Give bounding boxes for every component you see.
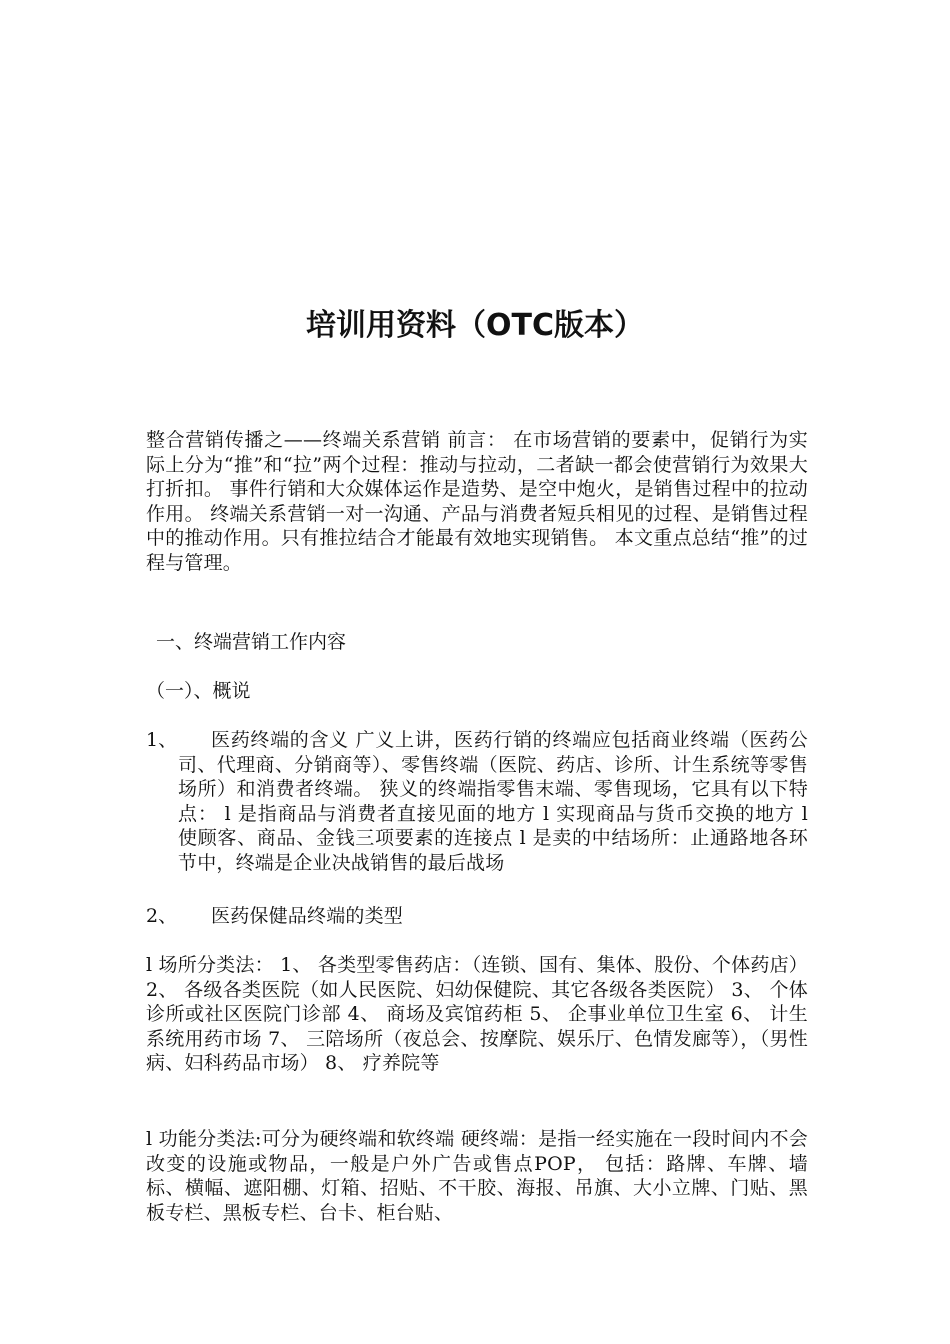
- classification-by-function: l 功能分类法:可分为硬终端和软终端 硬终端：是指一经实施在一段时间内不会改变的设施或物品，一般是户外广告或售点POP， 包括：路牌、车牌、墙标、横幅、遮阳棚、灯箱、招贴、不干胶、海报、吊旗、大小立牌、门贴、黑板专栏、黑板专栏、台卡、柜台贴、: [146, 1128, 808, 1224]
- item-1-number: 1、: [146, 729, 178, 751]
- intro-paragraph: 整合营销传播之——终端关系营销 前言： 在市场营销的要素中，促销行为实际上分为“推”和“拉”两个过程：推动与拉动，二者缺一都会使营销行为效果大打折扣。 事件行销和大众媒体运作是造势、是空中炮火，是销售过程中的拉动作用。 终端关系营销一对一沟通、产品与消费者短兵相见的过程、是销售过程中的推动作用。只有推拉结合才能最有效地实现销售。 本文重点总结“推”的过程与管理。: [146, 429, 808, 574]
- numbered-item-1: [146, 728, 808, 875]
- document-title: 培训用资料（OTC版本）: [306, 308, 644, 343]
- subsection-heading: （一）、概说: [146, 680, 251, 702]
- item-1-text: 医药终端的含义 广义上讲，医药行销的终端应包括商业终端（医药公司、代理商、分销商等）、零售终端（医院、药店、诊所、计生系统等零售场所）和消费者终端。 狭义的终端指零售末端、零售现场，它具有以下特点： l 是指商品与消费者直接见面的地方 l 实现商品与货币交换的地方 l 使顾客、商品、金钱三项要素的连接点 l 是卖的中结场所：止通路地各环节中，终端是企业决战销售的最后战场: [178, 729, 808, 874]
- item-2-number: 2、: [146, 905, 178, 927]
- section-heading: 一、终端营销工作内容: [156, 631, 347, 653]
- numbered-item-2: [146, 904, 808, 929]
- classification-by-place: l 场所分类法： 1、 各类型零售药店：（连锁、国有、集体、股份、个体药店） 2、 各级各类医院（如人民医院、妇幼保健院、其它各级各类医院） 3、 个体诊所或社区医院门诊部 4、 商场及宾馆药柜 5、 企事业单位卫生室 6、 计生系统用药市场 7、 三陪场所（夜总会、按摩院、娱乐厅、色情发廊等），（男性病、妇科药品市场） 8、 疗养院等: [146, 954, 808, 1074]
- item-2-text: 医药保健品终端的类型: [211, 905, 404, 927]
